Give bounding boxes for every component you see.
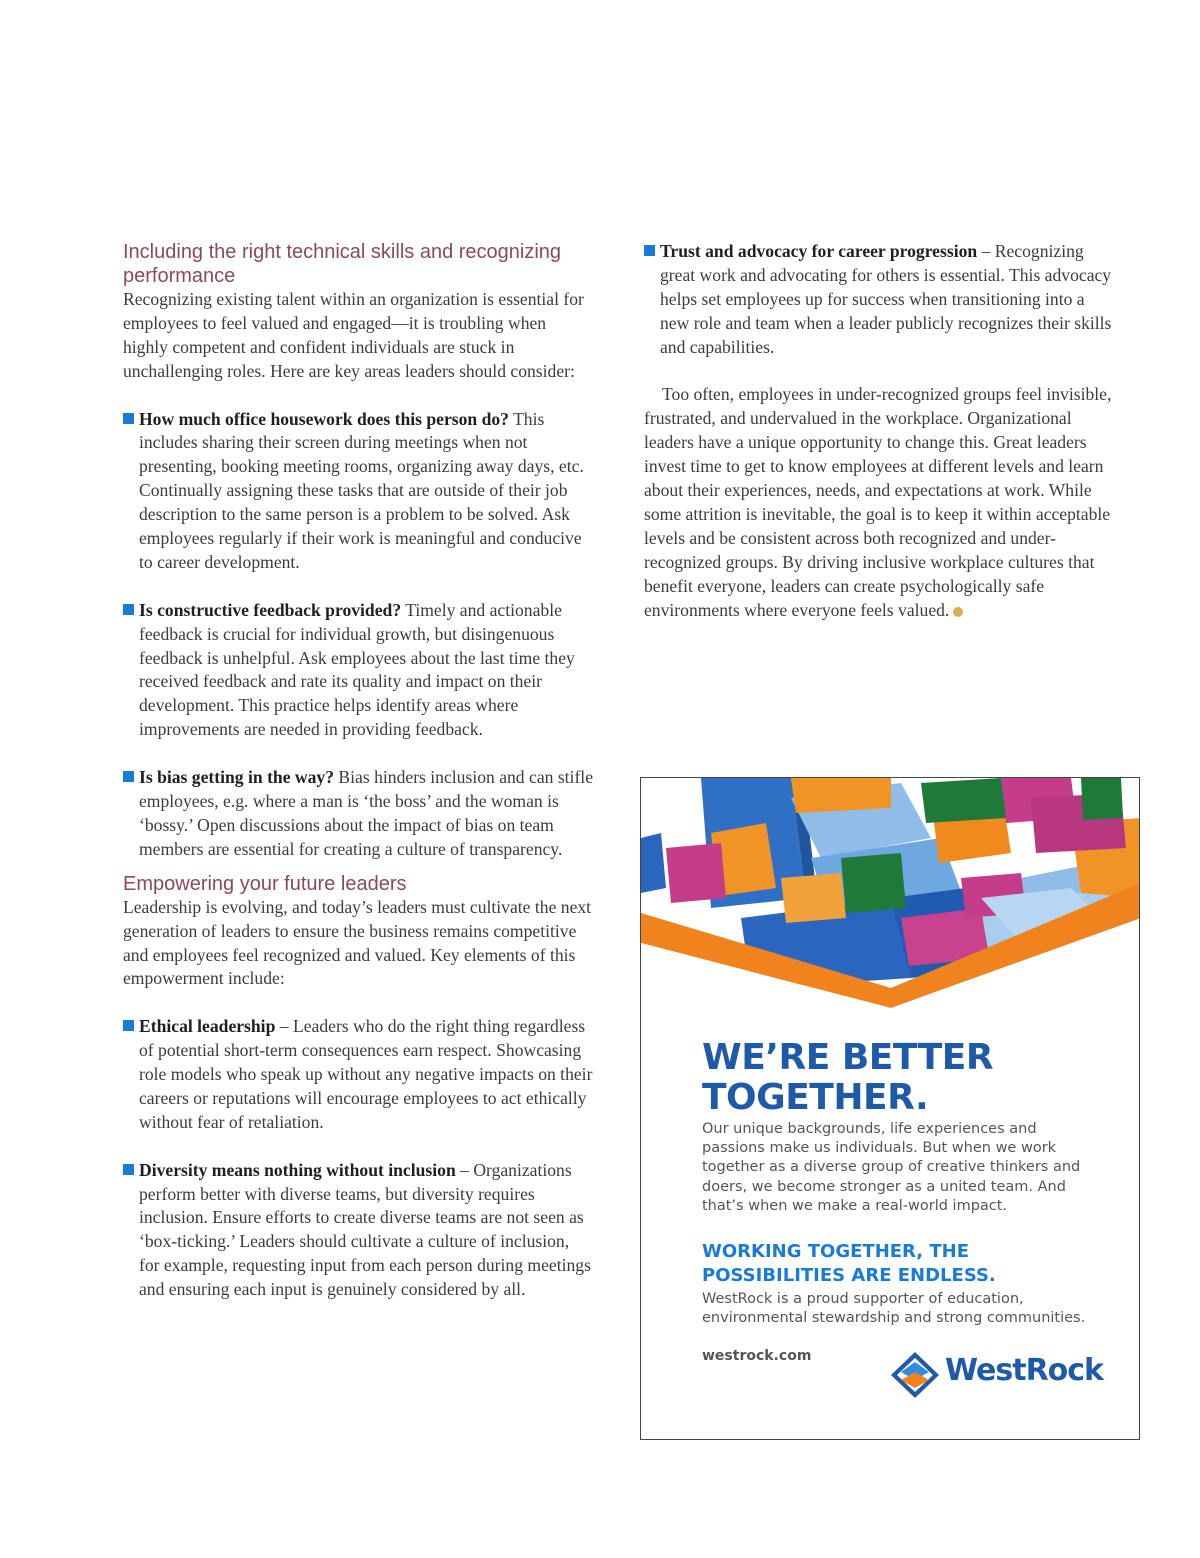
colorful-boxes-graphic (641, 778, 1140, 1038)
westrock-advertisement (640, 777, 1140, 1440)
bullet-square-icon (644, 245, 655, 256)
bullet-bias: Is bias getting in the way? Bias hinders inclusion and can stifle employees, e.g. where a man is ‘the boss’ and the woman is ‘bossy.’ Open discussions about the impact of bias on team members are essential for creating a culture of transparency. (123, 766, 593, 862)
left-column (123, 240, 593, 1302)
bullet-constructive-feedback: Is constructive feedback provided? Timely and actionable feedback is crucial for individual growth, but disingenuous feedback is unhelpful. Ask employees about the last time they received feedback and rate its quality and impact on their development. This practice helps identify areas where improvements are needed in providing feedback. (123, 599, 593, 742)
bullet-ethical-leadership: Ethical leadership – Leaders who do the right thing regardless of potential short-term consequences earn respect. Showcasing role models who speak up without any negative impacts on their careers or reputations will encourage employees to act ethically without fear of retaliation. (123, 1015, 593, 1135)
ad-headline: WE’RE BETTER TOGETHER. (702, 1037, 994, 1118)
bullet-square-icon (123, 413, 134, 424)
ad-subheadline: WORKING TOGETHER, THE POSSIBILITIES ARE ENDLESS. (702, 1241, 996, 1286)
right-column (644, 240, 1118, 622)
bullet-diversity-inclusion: Diversity means nothing without inclusion – Organizations perform better with diverse teams, but diversity requires inclusion. Ensure efforts to create diverse teams are not seen as ‘box-ticking.’ Leaders should cultivate a culture of inclusion, for example, requesting input from each person during meetings and ensuring each input is genuinely considered by all. (123, 1159, 593, 1302)
closing-paragraph: Too often, employees in under-recognized groups feel invisible, frustrated, and undervalued in the workplace. Organizational leaders have a unique opportunity to change this. Great leaders invest time to get to know employees at different levels and learn about their experiences, needs, and expectations at work. While some attrition is inevitable, the goal is to keep it within acceptable levels and be consistent across both recognized and under-recognized groups. By driving inclusive workplace cultures that benefit everyone, leaders can create psychologically safe environments where everyone feels valued. ● (644, 384, 1112, 620)
ad-body-text: Our unique backgrounds, life experiences and passions make us individuals. But when we work together as a diverse group of creative thinkers and doers, we become stronger as a united team. And that’s when we make a real-world impact. (702, 1121, 1081, 1214)
intro-paragraph-1: Recognizing existing talent within an organization is essential for employees to feel valued and engaged—it is troubling when highly competent and confident individuals are stuck in unchallenging roles. Here are key areas leaders should consider: (123, 289, 584, 381)
ad-supporter-text: WestRock is a proud supporter of education, environmental stewardship and strong communities. (702, 1291, 1086, 1327)
bullet-square-icon (123, 604, 134, 615)
bullet-office-housework: How much office housework does this person do? This includes sharing their screen during meetings when not presenting, booking meeting rooms, organizing away days, etc. Continually assigning these tasks that are outside of their job description to the same person is a problem to be solved. Ask employees regularly if their work is meaningful and conducive to career development. (123, 408, 593, 575)
section-heading-technical-skills: Including the right technical skills and recognizing performance (123, 241, 562, 287)
end-of-article-icon: ● (953, 607, 963, 617)
intro-paragraph-2: Leadership is evolving, and today’s leaders must cultivate the next generation of leaders to ensure the business remains competitive and employees feel recognized and valued. Key elements of this empowerment include: (123, 896, 592, 989)
bullet-square-icon (123, 1020, 134, 1031)
section-heading-future-leaders: Empowering your future leaders (123, 872, 407, 895)
westrock-logo-text: WestRock (945, 1353, 1104, 1388)
bullet-square-icon (123, 1164, 134, 1175)
bullet-square-icon (123, 771, 134, 782)
bullet-trust-advocacy: Trust and advocacy for career progression – Recognizing great work and advocating for others is essential. This advocacy helps set employees up for success when transitioning into a new role and team when a leader publicly recognizes their skills and capabilities. (644, 240, 1118, 360)
ad-website-link[interactable]: westrock.com (702, 1348, 812, 1364)
